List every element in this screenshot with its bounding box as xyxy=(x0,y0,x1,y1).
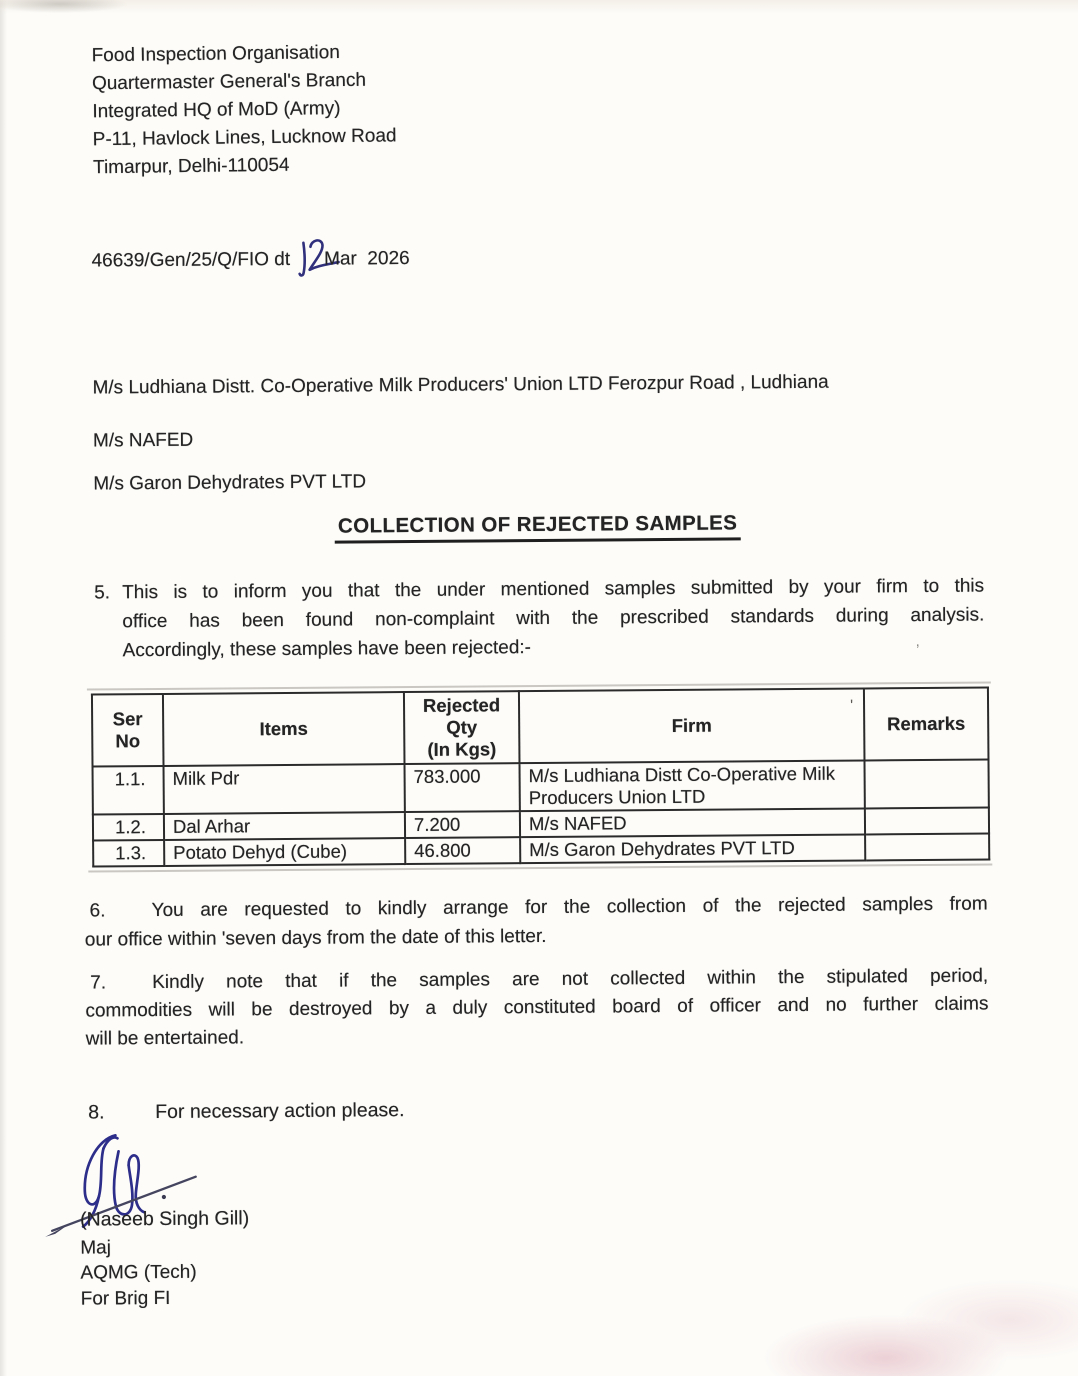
addressee-ludhiana: M/s Ludhiana Distt. Co-Operative Milk Producers' Union LTD Ferozpur Road , Ludhiana xyxy=(92,371,829,399)
reference-line xyxy=(91,235,409,281)
cell-ser: 1.3. xyxy=(93,840,164,867)
header-rejected-qty: Rejected Qty (In Kgs) xyxy=(404,691,520,764)
para-number: 5. xyxy=(94,582,111,604)
signatory-for-line: For Brig FI xyxy=(80,1287,171,1310)
subject-title xyxy=(0,509,1077,541)
header-firm: Firm xyxy=(519,688,865,763)
header-items: Items xyxy=(163,692,405,766)
header-ser-no: Ser No xyxy=(92,694,164,767)
cell-item: Milk Pdr xyxy=(164,764,405,814)
para-body xyxy=(122,572,985,666)
reference-number: 46639/Gen/25/Q/FIO dt xyxy=(91,248,291,272)
subject-title-text: COLLECTION OF REJECTED SAMPLES xyxy=(335,511,740,543)
para-number: 7. xyxy=(90,972,107,994)
cell-item: Potato Dehyd (Cube) xyxy=(164,838,405,866)
cell-ser: 1.1. xyxy=(93,766,164,815)
cell-item: Dal Arhar xyxy=(164,812,405,840)
cell-firm: M/s Ludhiana Distt Co-Operative Milk Producers Union LTD xyxy=(519,760,864,811)
table-row xyxy=(93,759,989,814)
rejected-samples-table xyxy=(91,686,988,867)
addressee-garon: M/s Garon Dehydrates PVT LTD xyxy=(93,471,367,495)
table-header-row xyxy=(92,687,989,766)
signatory-rank: Maj xyxy=(80,1236,111,1259)
letterhead-street-line: P-11, Havlock Lines, Lucknow Road xyxy=(92,125,397,151)
letterhead-city-line: Timarpur, Delhi-110054 xyxy=(92,154,290,179)
para-line: commodities will be destroyed by a duly constituted board of officer and no further claims xyxy=(85,993,989,1022)
cell-qty: 46.800 xyxy=(405,837,520,864)
cell-remarks xyxy=(865,807,989,834)
cell-remarks xyxy=(865,833,989,860)
para-line: will be entertained. xyxy=(85,1027,245,1050)
signatory-appointment: AQMG (Tech) xyxy=(80,1261,197,1284)
cell-qty: 783.000 xyxy=(404,763,519,812)
letterhead xyxy=(91,38,397,182)
paragraph-8 xyxy=(88,1096,405,1127)
paragraph-7 xyxy=(85,962,989,1053)
scan-speck: , xyxy=(915,633,920,651)
para-number: 8. xyxy=(88,1101,105,1124)
header-remarks: Remarks xyxy=(864,687,989,760)
para-line: This is to inform you that the under mentioned samples submitted by your firm to this xyxy=(122,575,985,604)
para-line: office has been found non-complaint with the prescribed standards during analysis. xyxy=(122,604,985,633)
paragraph-6 xyxy=(85,889,988,954)
cell-remarks xyxy=(864,759,988,808)
letterhead-hq-line: Integrated HQ of MoD (Army) xyxy=(92,98,341,123)
signature-block xyxy=(80,1206,250,1311)
letterhead-branch-line: Quartermaster General's Branch xyxy=(91,69,367,95)
paragraph-5 xyxy=(94,572,985,666)
addressee-nafed: M/s NAFED xyxy=(92,429,194,452)
cell-firm: M/s NAFED xyxy=(520,808,865,837)
para-line: Accordingly, these samples have been rejected:- xyxy=(122,637,532,662)
scan-speck: ' xyxy=(849,697,854,715)
para-line: You are requested to kindly arrange for the collection of the rejected samples from xyxy=(151,893,988,922)
reference-date: Mar 2026 xyxy=(324,248,410,270)
cell-firm: M/s Garon Dehydrates PVT LTD xyxy=(520,834,865,863)
cell-qty: 7.200 xyxy=(405,811,520,838)
para-line: our office within 'seven days from the date of this letter. xyxy=(84,925,547,951)
signature-flick xyxy=(45,1225,68,1237)
cell-ser: 1.2. xyxy=(93,814,164,841)
para-line: For necessary action please. xyxy=(155,1099,405,1124)
signatory-name: (Naseeb Singh Gill) xyxy=(79,1207,250,1231)
para-line: Kindly note that if the samples are not collected within the stipulated period, xyxy=(152,965,989,994)
para-number: 6. xyxy=(89,900,106,922)
letterhead-org-line: Food Inspection Organisation xyxy=(91,42,340,67)
